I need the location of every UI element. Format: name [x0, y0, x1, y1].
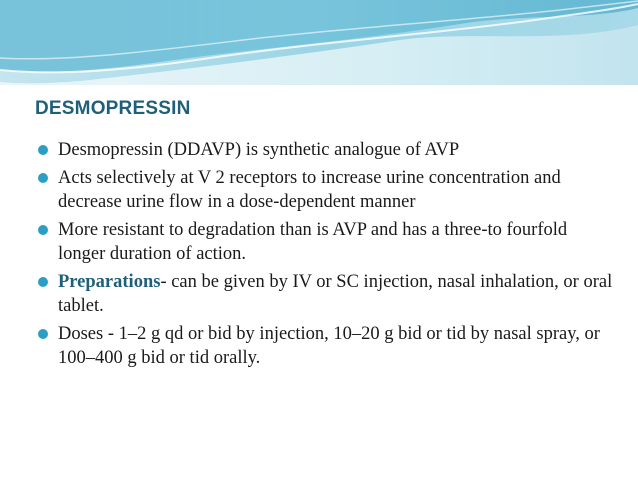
- header-wave-decoration: [0, 0, 638, 85]
- bullet-body-text: Desmopressin (DDAVP) is synthetic analogue of AVP: [58, 140, 460, 160]
- bullet-dot-icon: [38, 145, 48, 155]
- bullet-body-text: - can be given by IV or SC injection, nasal inhalation, or oral tablet.: [58, 272, 613, 316]
- bullet-dot-icon: [38, 329, 48, 339]
- bullet-lead-text: Preparations: [58, 272, 161, 292]
- bullet-text: [58, 138, 459, 162]
- bullet-item: [38, 166, 613, 214]
- slide-title: DESMOPRESSIN: [35, 98, 191, 119]
- bullet-item: [38, 218, 613, 266]
- bullet-text: [58, 322, 613, 370]
- bullet-body-text: Acts selectively at V 2 receptors to increase urine concentration and decrease urine flow in a dose-dependent manner: [58, 168, 561, 212]
- bullet-body-text: More resistant to degradation than is AVP and has a three-to fourfold longer duration of action.: [58, 220, 568, 264]
- bullet-text: [58, 218, 613, 266]
- bullet-text: [58, 166, 613, 214]
- bullet-list: [38, 138, 613, 374]
- bullet-item: [38, 322, 613, 370]
- bullet-item: [38, 270, 613, 318]
- bullet-dot-icon: [38, 277, 48, 287]
- bullet-item: [38, 138, 613, 162]
- bullet-dot-icon: [38, 173, 48, 183]
- bullet-text: [58, 270, 613, 318]
- bullet-dot-icon: [38, 225, 48, 235]
- bullet-body-text: Doses - 1–2 g qd or bid by injection, 10–20 g bid or tid by nasal spray, or 100–400 g bid or tid orally.: [58, 324, 600, 368]
